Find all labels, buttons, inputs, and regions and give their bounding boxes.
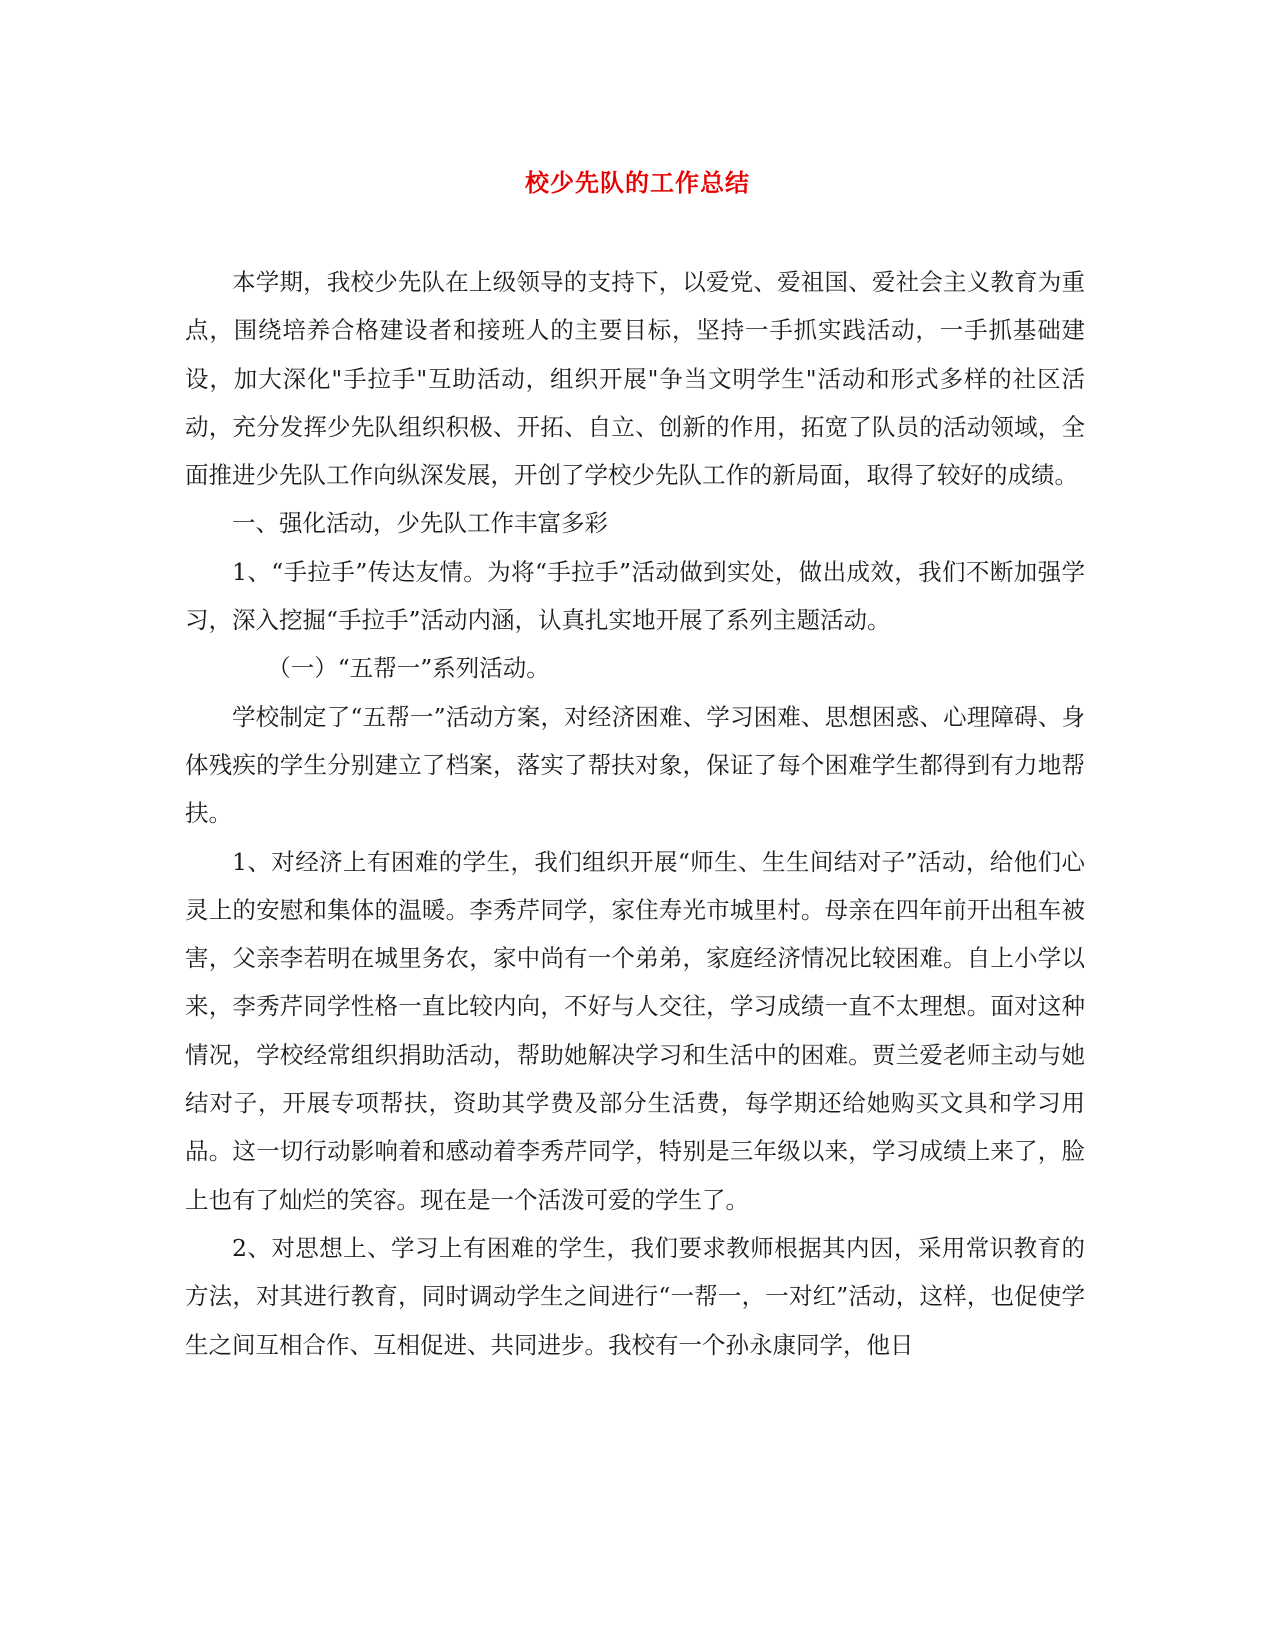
subsection-heading-five-help-one: （一）“五帮一”系列活动。 [267, 654, 550, 683]
section-heading-1: 一、强化活动，少先队工作丰富多彩 [232, 509, 608, 538]
paragraph-economic-difficulty: 1、对经济上有困难的学生，我们组织开展“师生、生生间结对子”活动，给他们心灵上的安慰和集体的温暖。李秀芹同学，家住寿光市城里村。母亲在四年前开出租车被害，父亲李若明在城里务农，家中尚有一个弟弟，家庭经济情况比较困难。自上小学以来，李秀芹同学性格一直比较内向，不好与人交往，学习成绩一直不太理想。面对这种情况，学校经常组织捐助活动，帮助她解决学习和生活中的困难。贾兰爱老师主动与她结对子，开展专项帮扶，资助其学费及部分生活费，每学期还给她购买文具和学习用品。这一切行动影响着和感动着李秀芹同学，特别是三年级以来，学习成绩上来了，脸上也有了灿烂的笑容。现在是一个活泼可爱的学生了。 [185, 847, 1085, 1214]
paragraph-study-difficulty: 2、对思想上、学习上有困难的学生，我们要求教师根据其内因，采用常识教育的方法，对其进行教育，同时调动学生之间进行“一帮一，一对红”活动，这样，也促使学生之间互相合作、互相促进、共同进步。我校有一个孙永康同学，他日 [185, 1233, 1085, 1359]
document-body [185, 258, 1085, 1369]
paragraph-hand-in-hand: 1、“手拉手”传达友情。为将“手拉手”活动做到实处，做出成效，我们不断加强学习，深入挖掘“手拉手”活动内涵，认真扎实地开展了系列主题活动。 [185, 557, 1085, 635]
document-title: 校少先队的工作总结 [525, 168, 750, 197]
paragraph-five-help-one-plan: 学校制定了“五帮一”活动方案，对经济困难、学习困难、思想困惑、心理障碍、身体残疾的学生分别建立了档案，落实了帮扶对象，保证了每个困难学生都得到有力地帮扶。 [185, 702, 1085, 828]
paragraph-intro: 本学期，我校少先队在上级领导的支持下，以爱党、爱祖国、爱社会主义教育为重点，围绕培养合格建设者和接班人的主要目标，坚持一手抓实践活动，一手抓基础建设，加大深化"手拉手"互助活动，组织开展"争当文明学生"活动和形式多样的社区活动，充分发挥少先队组织积极、开拓、自立、创新的作用，拓宽了队员的活动领域，全面推进少先队工作向纵深发展，开创了学校少先队工作的新局面，取得了较好的成绩。 [185, 268, 1085, 490]
